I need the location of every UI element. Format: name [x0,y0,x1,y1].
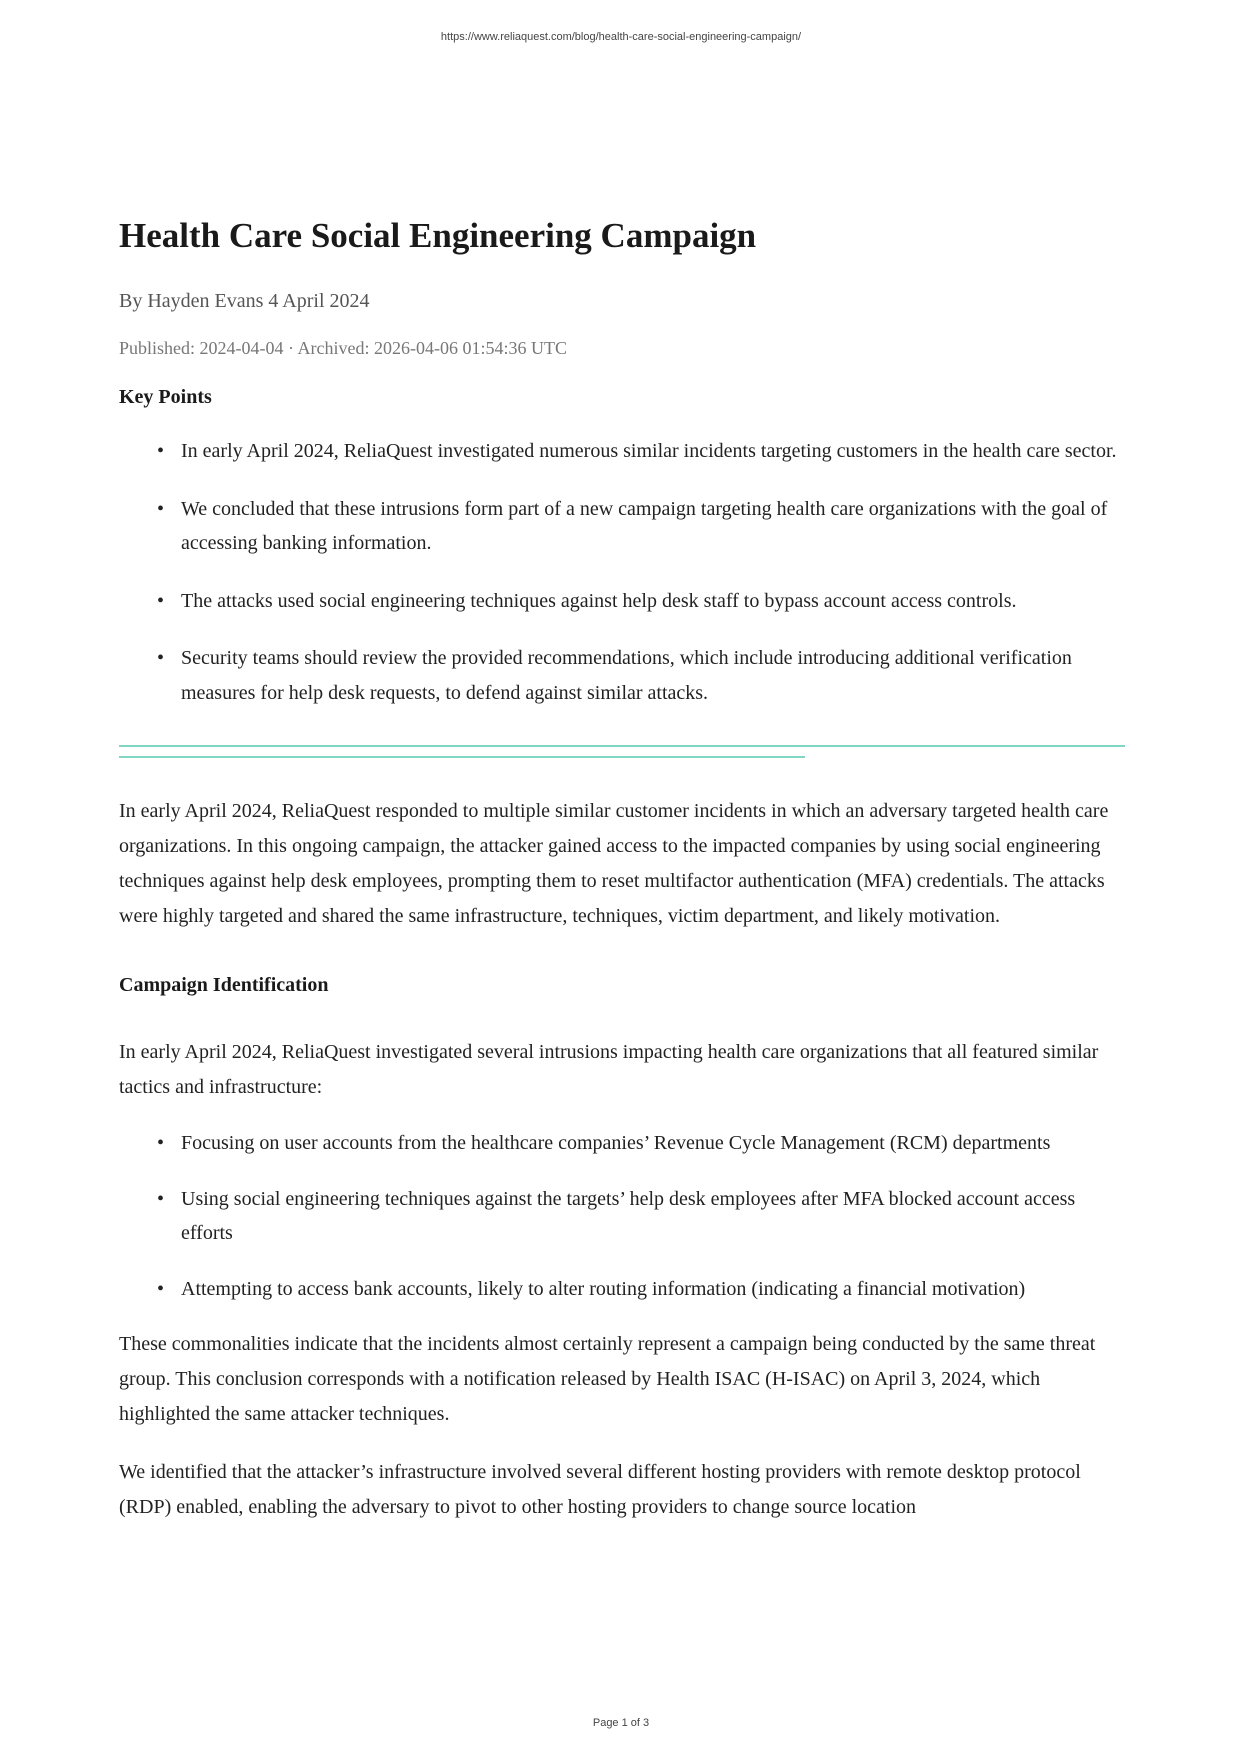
campaign-tactic-item: • Focusing on user accounts from the healthcare companies’ Revenue Cycle Management (RCM) departments [181,1126,1125,1161]
article-byline: By Hayden Evans 4 April 2024 [119,290,370,312]
campaign-identification-list [119,1126,1125,1306]
key-point-item: • We concluded that these intrusions form part of a new campaign targeting health care organizations with the goal of accessing banking information. [181,492,1125,561]
article-publish-meta: Published: 2024-04-04 · Archived: 2026-04-06 01:54:36 UTC [119,338,567,358]
key-points-section [119,384,1125,710]
campaign-tactic-item: • Using social engineering techniques against the targets’ help desk employees after MFA blocked account access efforts [181,1182,1125,1251]
intro-paragraph: In early April 2024, ReliaQuest responded to multiple similar customer incidents in which an adversary targeted health care organizations. In this ongoing campaign, the attacker gained access to the impacted companies by using social engineering techniques against help desk employees, prompting them to reset multifactor authentication (MFA) credentials. The attacks were highly targeted and shared the same infrastructure, techniques, victim department, and likely motivation. [119,800,1109,927]
page-number: Page 1 of 3 [592,1717,650,1729]
campaign-identification-heading: Campaign Identification [119,974,329,996]
article [119,210,1125,1525]
article-title: Health Care Social Engineering Campaign [119,216,757,255]
key-points-heading: Key Points [119,386,212,408]
key-point-item: • In early April 2024, ReliaQuest investigated numerous similar incidents targeting customers in the health care sector. [181,434,1125,469]
key-point-item: • The attacks used social engineering techniques against help desk staff to bypass account access controls. [181,584,1125,619]
page-url-header: https://www.reliaquest.com/blog/health-care-social-engineering-campaign/ [440,31,802,43]
campaign-identification-paragraph: In early April 2024, ReliaQuest investigated several intrusions impacting health care organizations that all featured similar tactics and infrastructure: [119,1041,1099,1098]
divider-line-long [119,745,1125,747]
infrastructure-paragraph: We identified that the attacker’s infrastructure involved several different hosting providers with remote desktop protocol (RDP) enabled, enabling the adversary to pivot to other hosting providers to change source location [119,1461,1081,1518]
section-divider [119,745,1125,759]
commonalities-paragraph: These commonalities indicate that the incidents almost certainly represent a campaign being conducted by the same threat group. This conclusion corresponds with a notification released by Health ISAC (H-ISAC) on April 3, 2024, which highlighted the same attacker techniques. [119,1333,1096,1425]
key-point-item: • Security teams should review the provided recommendations, which include introducing additional verification measures for help desk requests, to defend against similar attacks. [181,641,1125,710]
campaign-tactic-item: • Attempting to access bank accounts, likely to alter routing information (indicating a financial motivation) [181,1272,1125,1307]
campaign-identification-section [119,972,1125,1525]
divider-line-short [119,756,805,758]
key-points-list [119,434,1125,710]
